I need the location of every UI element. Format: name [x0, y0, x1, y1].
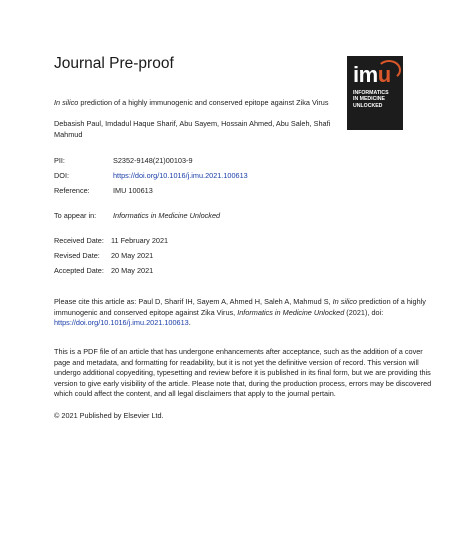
accepted-date: 20 May 2021 [111, 266, 154, 275]
author-list: Debasish Paul, Imdadul Haque Sharif, Abu Sayem, Hossain Ahmed, Abu Saleh, Shafi Mahmud [54, 119, 331, 139]
article-title: In silico prediction of a highly immunogenic and conserved epitope against Zika Virus [54, 98, 329, 107]
disclaimer-paragraph: This is a PDF file of an article that has undergone enhancements after acceptance, such as the addition of a cover page and metadata, and formatting for readability, but it is not yet the definitive version of record. This version will undergo additional copyediting, typesetting and review before it is published in its final form, but we are providing this version to give early visibility of the article. Please note that, during the production process, errors may be discovered which could affect the content, and all legal disclaimers that apply to the journal pertain. [54, 347, 432, 399]
copyright-notice: © 2021 Published by Elsevier Ltd. [54, 411, 164, 420]
revised-date: 20 May 2021 [111, 251, 154, 260]
doi-link[interactable]: https://doi.org/10.1016/j.imu.2021.100613 [113, 171, 248, 180]
received-date: 11 February 2021 [111, 236, 169, 245]
pii-value: S2352-9148(21)00103-9 [113, 156, 193, 165]
citation-paragraph: Please cite this article as: Paul D, Sharif IH, Sayem A, Ahmed H, Saleh A, Mahmud S, In silico prediction of a highly immunogenic and conserved epitope against Zika Virus, Informatics in Medicine Unlocked (2021), doi: https://doi.org/10.1016/j.imu.2021.100613. [54, 297, 426, 328]
citation-doi-link[interactable]: https://doi.org/10.1016/j.imu.2021.100613 [54, 318, 189, 328]
reference-value: IMU 100613 [113, 186, 153, 195]
journal-name: Informatics in Medicine Unlocked [113, 211, 221, 220]
page-heading: Journal Pre-proof [54, 55, 174, 72]
journal-logo: imu [353, 62, 391, 87]
journal-cover-image [347, 56, 403, 130]
journal-logo-text: INFORMATICS IN MEDICINE UNLOCKED [353, 90, 389, 109]
